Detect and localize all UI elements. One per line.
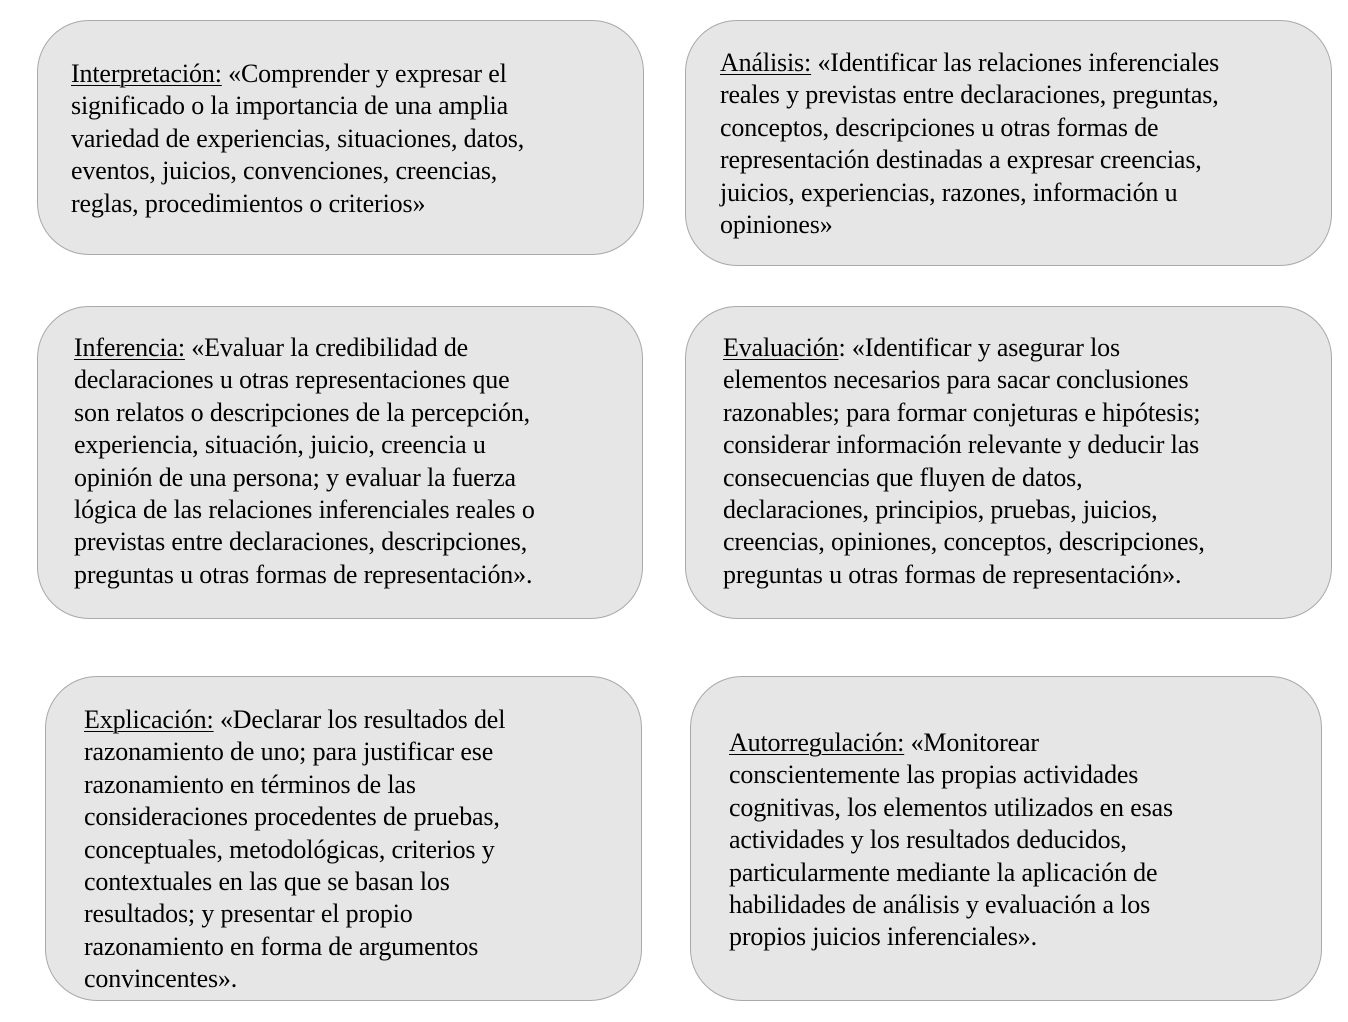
label-interpretacion: Interpretación: [71, 59, 222, 88]
box-analisis [685, 20, 1332, 266]
label-analisis: Análisis: [720, 48, 812, 77]
box-explicacion [45, 676, 642, 1001]
box-interpretacion [37, 20, 644, 255]
box-interpretacion-text: Interpretación: «Comprender y expresar el significado o la importancia de una amplia variedad de experiencias, situaciones, datos, eventos, juicios, convenciones, creencias, reglas, procedimientos o criterios» [71, 59, 525, 218]
box-explicacion-clip [46, 677, 641, 994]
label-autorregulacion: Autorregulación: [729, 728, 905, 757]
box-autorregulacion [690, 676, 1322, 1001]
label-inferencia: Inferencia: [74, 333, 185, 362]
box-evaluacion [685, 306, 1332, 619]
box-inferencia [37, 306, 643, 619]
label-explicacion: Explicación: [84, 705, 214, 734]
box-inferencia-text: Inferencia: «Evaluar la credibilidad de declaraciones u otras representaciones que son relatos o descripciones de la percepción, experiencia, situación, juicio, creencia u opinión de una persona; y evaluar la fuerza lógica de las relaciones inferenciales reales o previstas entre declaraciones, descripciones, preguntas u otras formas de representación». [74, 333, 535, 589]
box-explicacion-text: Explicación: «Declarar los resultados del razonamiento de uno; para justificar ese razonamiento en términos de las consideraciones procedentes de pruebas, conceptuales, metodológicas, criterios y contextuales en las que se basan los resultados; y presentar el propio razonamiento en forma de argumentos convincentes». [84, 705, 506, 994]
box-analisis-text: Análisis: «Identificar las relaciones inferenciales reales y previstas entre declaraciones, preguntas, conceptos, descripciones u otras formas de representación destinadas a expresar creencias, juicios, experiencias, razones, información u opiniones» [720, 48, 1220, 240]
label-evaluacion: Evaluación [723, 333, 839, 362]
box-evaluacion-text: Evaluación: «Identificar y asegurar los elementos necesarios para sacar conclusiones razonables; para formar conjeturas e hipótesis; considerar información relevante y deducir las consecuencias que fluyen de datos, declaraciones, principios, pruebas, juicios, creencias, opiniones, conceptos, descripciones, preguntas u otras formas de representación». [723, 333, 1205, 589]
box-autorregulacion-text: Autorregulación: «Monitorear conscientemente las propias actividades cognitivas, los elementos utilizados en esas actividades y los resultados deducidos, particularmente mediante la aplicación de habilidades de análisis y evaluación a los propios juicios inferenciales». [729, 728, 1173, 952]
